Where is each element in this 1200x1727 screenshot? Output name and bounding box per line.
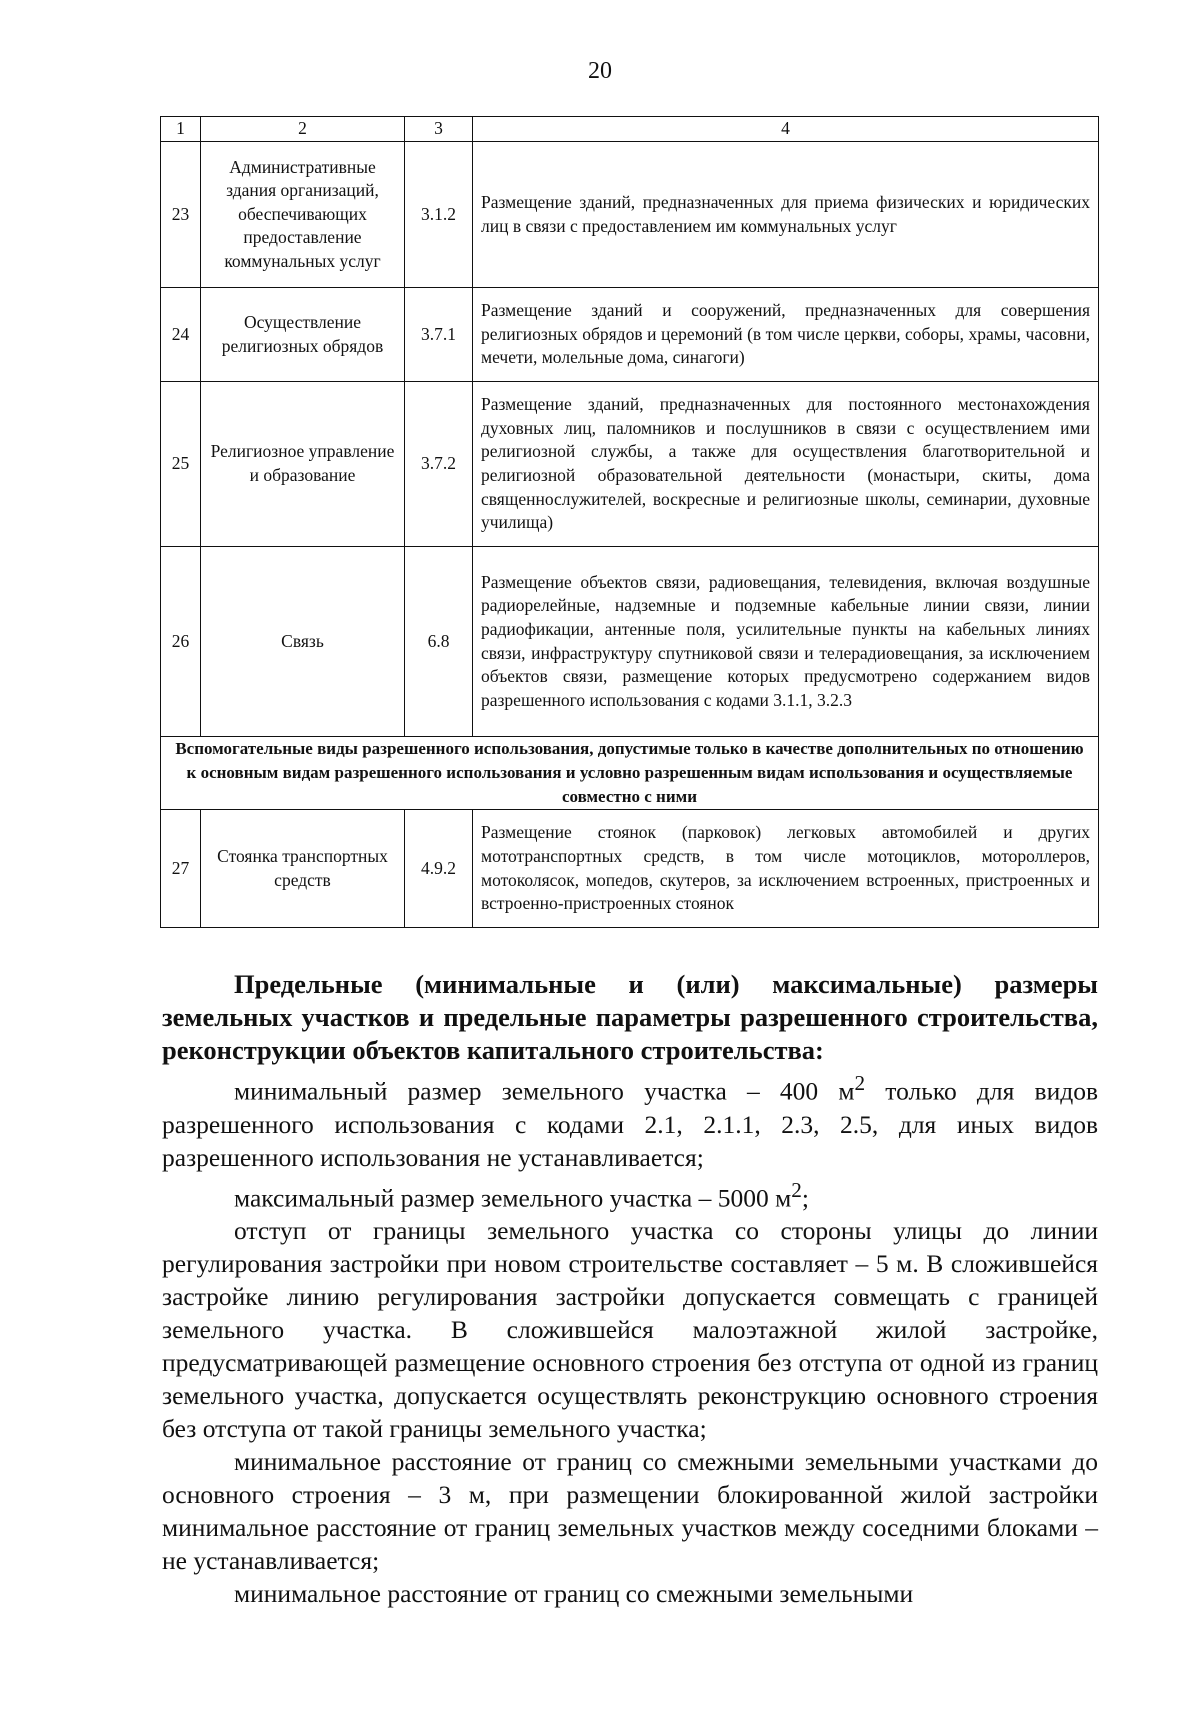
paragraph-min-size <box>162 1067 1098 1174</box>
use-type-name: Связь <box>201 547 405 737</box>
table-row <box>161 382 1099 547</box>
paragraph-min-distance-cont: минимальное расстояние от границ со смежными земельными <box>234 1579 914 1608</box>
section-heading-row <box>161 737 1099 810</box>
paragraph-max-size <box>162 1174 1098 1215</box>
section-heading: Вспомогательные виды разрешенного использования, допустимые только в качестве дополнительных по отношению к основным видам разрешенного использования и условно разрешенным видам использования и осуществляемые совместно с ними <box>161 737 1099 810</box>
paragraph-text: минимальный размер земельного участка – 400 м <box>234 1076 855 1106</box>
header-cell: 4 <box>473 117 1099 142</box>
header-cell: 1 <box>161 117 201 142</box>
row-number: 26 <box>161 547 201 737</box>
table-row <box>161 810 1099 928</box>
use-type-code: 4.9.2 <box>405 810 473 928</box>
use-type-name: Административные здания организаций, обеспечивающих предоставление коммунальных услуг <box>201 142 405 288</box>
use-type-code: 3.7.1 <box>405 288 473 382</box>
paragraph-text: максимальный размер земельного участка – 5000 м <box>234 1183 792 1212</box>
use-type-name: Стоянка транспортных средств <box>201 810 405 928</box>
table-row <box>161 142 1099 288</box>
row-number: 25 <box>161 382 201 547</box>
paragraph-text: только для видов разрешенного использования с кодами 2.1, 2.1.1, 2.3, 2.5, для иных видов разрешенного использования не устанавливается; <box>162 1076 1098 1172</box>
row-number: 23 <box>161 142 201 288</box>
header-cell: 2 <box>201 117 405 142</box>
body-text <box>162 968 1098 1610</box>
paragraph-street-setback: отступ от границы земельного участка со стороны улицы до линии регулирования застройки при новом строительстве составляет – 5 м. В сложившейся застройке линию регулирования застройки допускается совмещать с границей земельного участка. В сложившейся малоэтажной жилой застройке, предусматривающей размещение основного строения без отступа от одной из границ земельного участка, допускается осуществлять реконструкцию основного строения без отступа от такой границы земельного участка; <box>162 1216 1098 1443</box>
use-type-description: Размещение стоянок (парковок) легковых автомобилей и других мототранспортных средств, в том числе мотоциклов, мотороллеров, мотоколясок, мопедов, скутеров, за исключением встроенных, пристроенных и встроенно-пристроенных стоянок <box>473 810 1099 928</box>
section-title: Предельные (минимальные и (или) максимальные) размеры земельных участков и предельные параметры разрешенного строительства, реконструкции объектов капитального строительства: <box>162 969 1098 1065</box>
row-number: 24 <box>161 288 201 382</box>
use-type-name: Религиозное управление и образование <box>201 382 405 547</box>
page-number: 20 <box>588 58 612 84</box>
land-use-table <box>160 116 1099 928</box>
table-row <box>161 288 1099 382</box>
superscript: 2 <box>854 1071 866 1095</box>
paragraph-text: ; <box>801 1183 809 1212</box>
use-type-name: Осуществление религиозных обрядов <box>201 288 405 382</box>
use-type-description: Размещение объектов связи, радиовещания, телевидения, включая воздушные радиорелейные, надземные и подземные кабельные линии связи, линии радиофикации, антенные поля, усилительные пункты на кабельных линиях связи, инфраструктуру спутниковой связи и телерадиовещания, за исключением объектов связи, размещение которых предусмотрено содержанием видов разрешенного использования с кодами 3.1.1, 3.2.3 <box>473 547 1099 737</box>
superscript: 2 <box>791 1177 802 1202</box>
paragraph-min-distance: минимальное расстояние от границ со смежными земельными участками до основного строения – 3 м, при размещении блокированной жилой застройки минимальное расстояние от границ земельных участков между соседними блоками – не устанавливается; <box>162 1447 1098 1575</box>
table-header-row <box>161 117 1099 142</box>
use-type-code: 3.1.2 <box>405 142 473 288</box>
use-type-description: Размещение зданий и сооружений, предназначенных для совершения религиозных обрядов и церемоний (в том числе церкви, соборы, храмы, часовни, мечети, молельные дома, синагоги) <box>473 288 1099 382</box>
use-type-code: 6.8 <box>405 547 473 737</box>
use-type-description: Размещение зданий, предназначенных для приема физических и юридических лиц в связи с предоставлением им коммунальных услуг <box>473 142 1099 288</box>
table-row <box>161 547 1099 737</box>
header-cell: 3 <box>405 117 473 142</box>
use-type-code: 3.7.2 <box>405 382 473 547</box>
use-type-description: Размещение зданий, предназначенных для постоянного местонахождения духовных лиц, паломников и послушников в связи с осуществлением ими религиозной службы, а также для осуществления благотворительной и религиозной образовательной деятельности (монастыри, скиты, дома священнослужителей, воскресные и религиозные школы, семинарии, духовные училища) <box>473 382 1099 547</box>
row-number: 27 <box>161 810 201 928</box>
